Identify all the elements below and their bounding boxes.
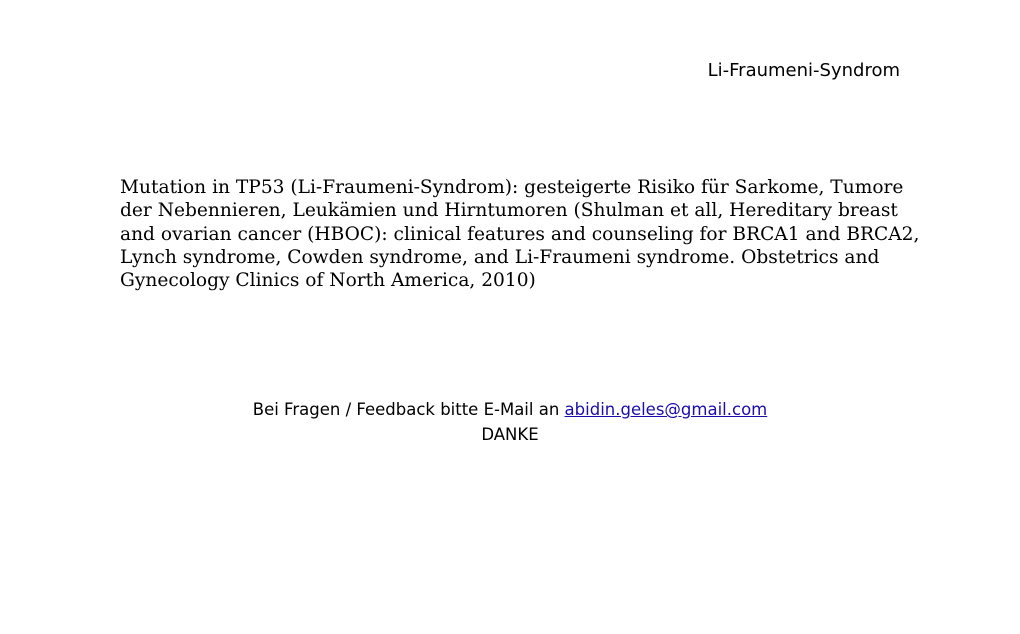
feedback-line	[0, 397, 1020, 422]
feedback-text: Bei Fragen / Feedback bitte E-Mail an	[252, 400, 565, 419]
footer	[0, 397, 1020, 447]
email-link[interactable]: abidin.geles@gmail.com	[564, 400, 768, 419]
thanks-text: DANKE	[481, 425, 539, 444]
page-title: Li-Fraumeni-Syndrom	[707, 60, 900, 81]
body-text: Mutation in TP53 (Li-Fraumeni-Syndrom): gesteigerte Risiko für Sarkome, Tumore der Nebennieren, Leukämien und Hirntumoren (Shulman et all, Hereditary breast and ovarian cancer (HBOC): clinical features and counseling for BRCA1 and BRCA2, Lynch syndrome, Cowden syndrome, and Li-Fraumeni syndrome. Obstetrics and Gynecology Clinics of North America, 2010)	[120, 177, 920, 292]
